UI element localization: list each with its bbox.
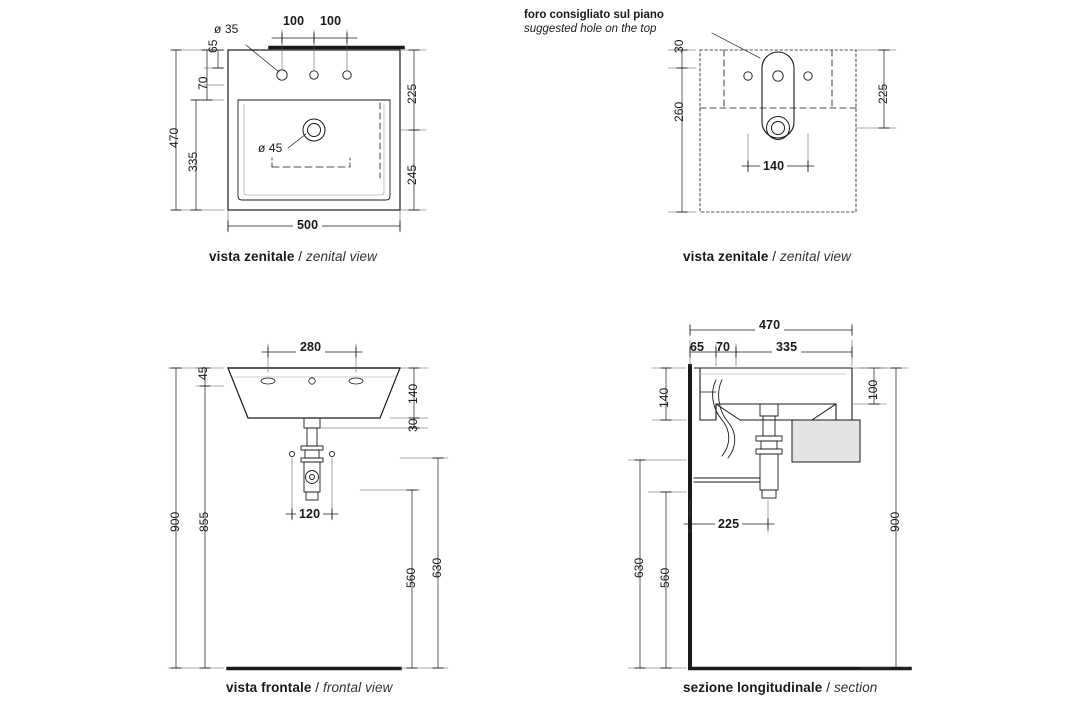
dimension-label-140-section: 140 — [657, 387, 671, 408]
dimension-label-280: 280 — [296, 340, 325, 354]
dimension-label-225-section: 225 — [715, 517, 742, 531]
dimension-label-30: 30 — [672, 39, 686, 53]
dimension-label-560-front: 560 — [404, 567, 418, 588]
dimension-label-900-front: 900 — [168, 511, 182, 532]
dimension-label-d45: ø 45 — [258, 141, 283, 155]
view-caption-sep: / — [311, 680, 323, 695]
dimension-label-30-front: 30 — [406, 418, 420, 432]
view-caption-sep: / — [294, 249, 307, 264]
dimension-label-100-b: 100 — [320, 14, 342, 28]
dimension-label-100-a: 100 — [283, 14, 305, 28]
view-caption-bottom-left — [226, 680, 392, 695]
dimension-label-225-left: 225 — [405, 83, 419, 104]
view-caption-en: frontal view — [323, 680, 393, 695]
view-caption-it: vista zenitale — [209, 249, 295, 264]
view-caption-sep: / — [768, 249, 781, 264]
view-caption-en: zenital view — [306, 249, 377, 264]
view-caption-it: vista frontale — [226, 680, 312, 695]
dimension-label-500: 500 — [293, 218, 322, 232]
view-caption-en: section — [833, 680, 878, 695]
dimension-label-65: 65 — [206, 39, 220, 53]
view-caption-sep: / — [822, 680, 834, 695]
view-caption-bottom-right — [683, 680, 877, 695]
dimension-label-900-section: 900 — [888, 511, 902, 532]
dimension-label-470-section: 470 — [755, 318, 784, 332]
suggested-hole-note — [524, 8, 664, 36]
dimension-label-855: 855 — [197, 511, 211, 532]
dimension-label-470: 470 — [167, 127, 181, 148]
dimension-label-100-section: 100 — [866, 379, 880, 400]
dimension-label-120: 120 — [296, 507, 323, 521]
dimension-label-245: 245 — [405, 164, 419, 185]
dimension-label-140-front: 140 — [406, 383, 420, 404]
note-line-en: suggested hole on the top — [524, 23, 657, 35]
dimension-label-65-section: 65 — [690, 340, 705, 354]
view-caption-top-left — [209, 249, 377, 264]
view-caption-top-right — [683, 249, 851, 264]
dimension-label-140-top: 140 — [760, 159, 787, 173]
dimension-label-335-section: 335 — [772, 340, 801, 354]
dimension-label-260: 260 — [672, 101, 686, 122]
dimension-label-560-section: 560 — [658, 567, 672, 588]
dimension-label-630-front: 630 — [430, 557, 444, 578]
dimension-label-630-section: 630 — [632, 557, 646, 578]
view-caption-it: vista zenitale — [683, 249, 769, 264]
dimension-label-d35: ø 35 — [214, 22, 239, 36]
dimension-label-335: 335 — [186, 151, 200, 172]
dimension-label-45: 45 — [196, 366, 210, 380]
dimension-label-70-section: 70 — [716, 340, 731, 354]
note-line-it: foro consigliato sul piano — [524, 9, 664, 21]
view-caption-it: sezione longitudinale — [683, 680, 823, 695]
dimension-label-225-right: 225 — [876, 83, 890, 104]
dimension-label-70: 70 — [196, 76, 210, 90]
view-caption-en: zenital view — [780, 249, 851, 264]
